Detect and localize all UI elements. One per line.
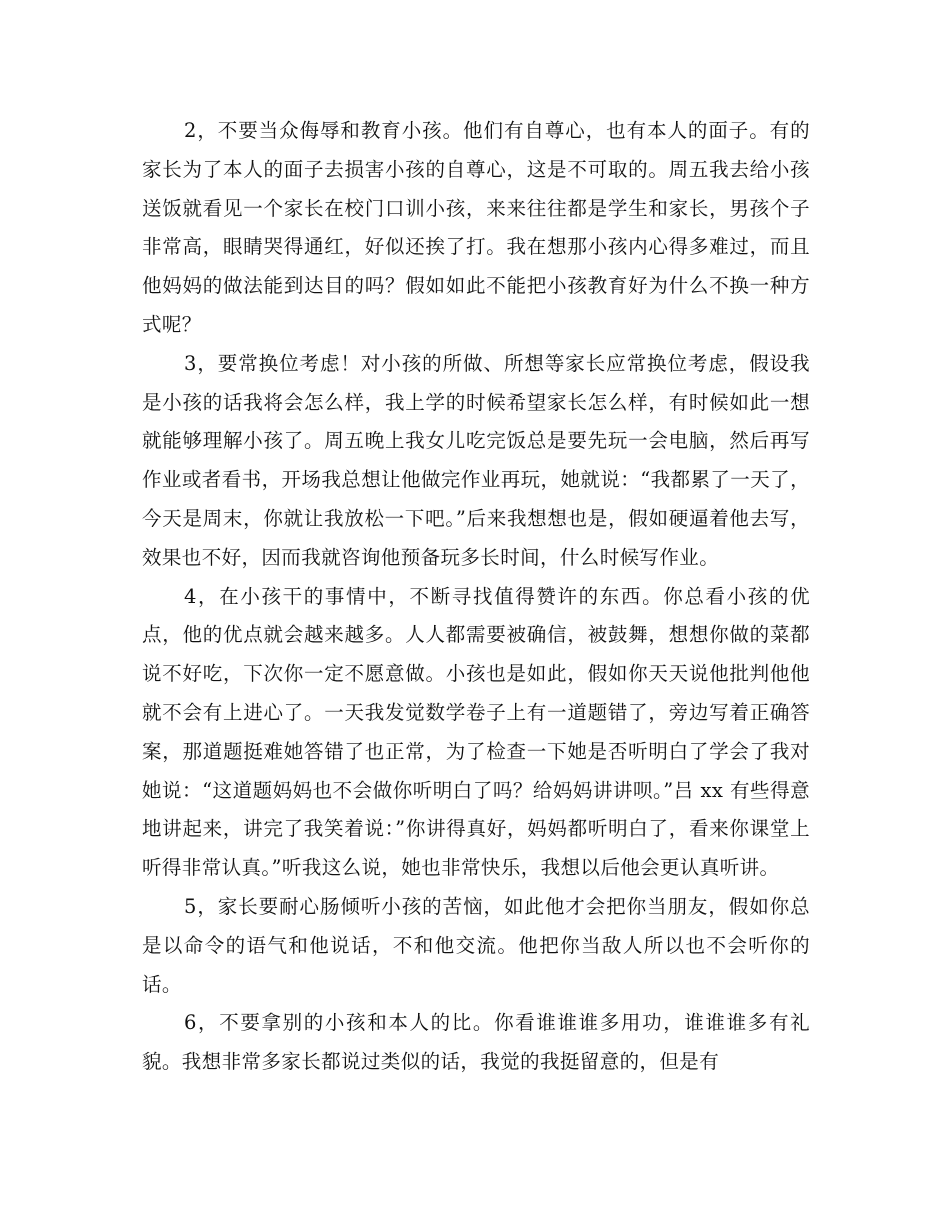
paragraph-5: 5，家长要耐心肠倾听小孩的苦恼，如此他才会把你当朋友，假如你总是以命令的语气和他说话，不和他交流。他把你当敌人所以也不会听你的话。 xyxy=(142,894,810,996)
paragraph-6: 6，不要拿别的小孩和本人的比。你看谁谁谁多用功，谁谁谁多有礼貌。我想非常多家长都说过类似的话，我觉的我挺留意的，但是有 xyxy=(142,1011,810,1074)
paragraph-3: 3，要常换位考虑！对小孩的所做、所想等家长应常换位考虑，假设我是小孩的话我将会怎么样，我上学的时候希望家长怎么样，有时候如此一想就能够理解小孩了。周五晚上我女儿吃完饭总是要先玩一会电脑，然后再写作业或者看书，开场我总想让他做完作业再玩，她就说：“我都累了一天了，今天是周末，你就让我放松一下吧。”后来我想想也是，假如硬逼着他去写，效果也不好，因而我就咨询他预备玩多长时间，什么时候写作业。 xyxy=(142,351,810,569)
paragraph-2: 2，不要当众侮辱和教育小孩。他们有自尊心，也有本人的面子。有的家长为了本人的面子去损害小孩的自尊心，这是不可取的。周五我去给小孩送饭就看见一个家长在校门口训小孩，来来往往都是学生和家长，男孩个子非常高，眼睛哭得通红，好似还挨了打。我在想那小孩内心得多难过，而且他妈妈的做法能到达目的吗？假如如此不能把小孩教育好为什么不换一种方式呢？ xyxy=(142,119,810,336)
paragraph-4: 4，在小孩干的事情中，不断寻找值得赞许的东西。你总看小孩的优点，他的优点就会越来越多。人人都需要被确信，被鼓舞，想想你做的菜都说不好吃，下次你一定不愿意做。小孩也是如此，假如你天天说他批判他他就不会有上进心了。一天我发觉数学卷子上有一道题错了，旁边写着正确答案，那道题挺难她答错了也正常，为了检查一下她是否听明白了学会了我对她说：“这道题妈妈也不会做你听明白了吗？给妈妈讲讲呗。”吕 xx 有些得意地讲起来，讲完了我笑着说：”你讲得真好，妈妈都听明白了，看来你课堂上听得非常认真。”听我这么说，她也非常快乐，我想以后他会更认真听讲。 xyxy=(142,584,810,880)
document-page xyxy=(142,112,810,1082)
